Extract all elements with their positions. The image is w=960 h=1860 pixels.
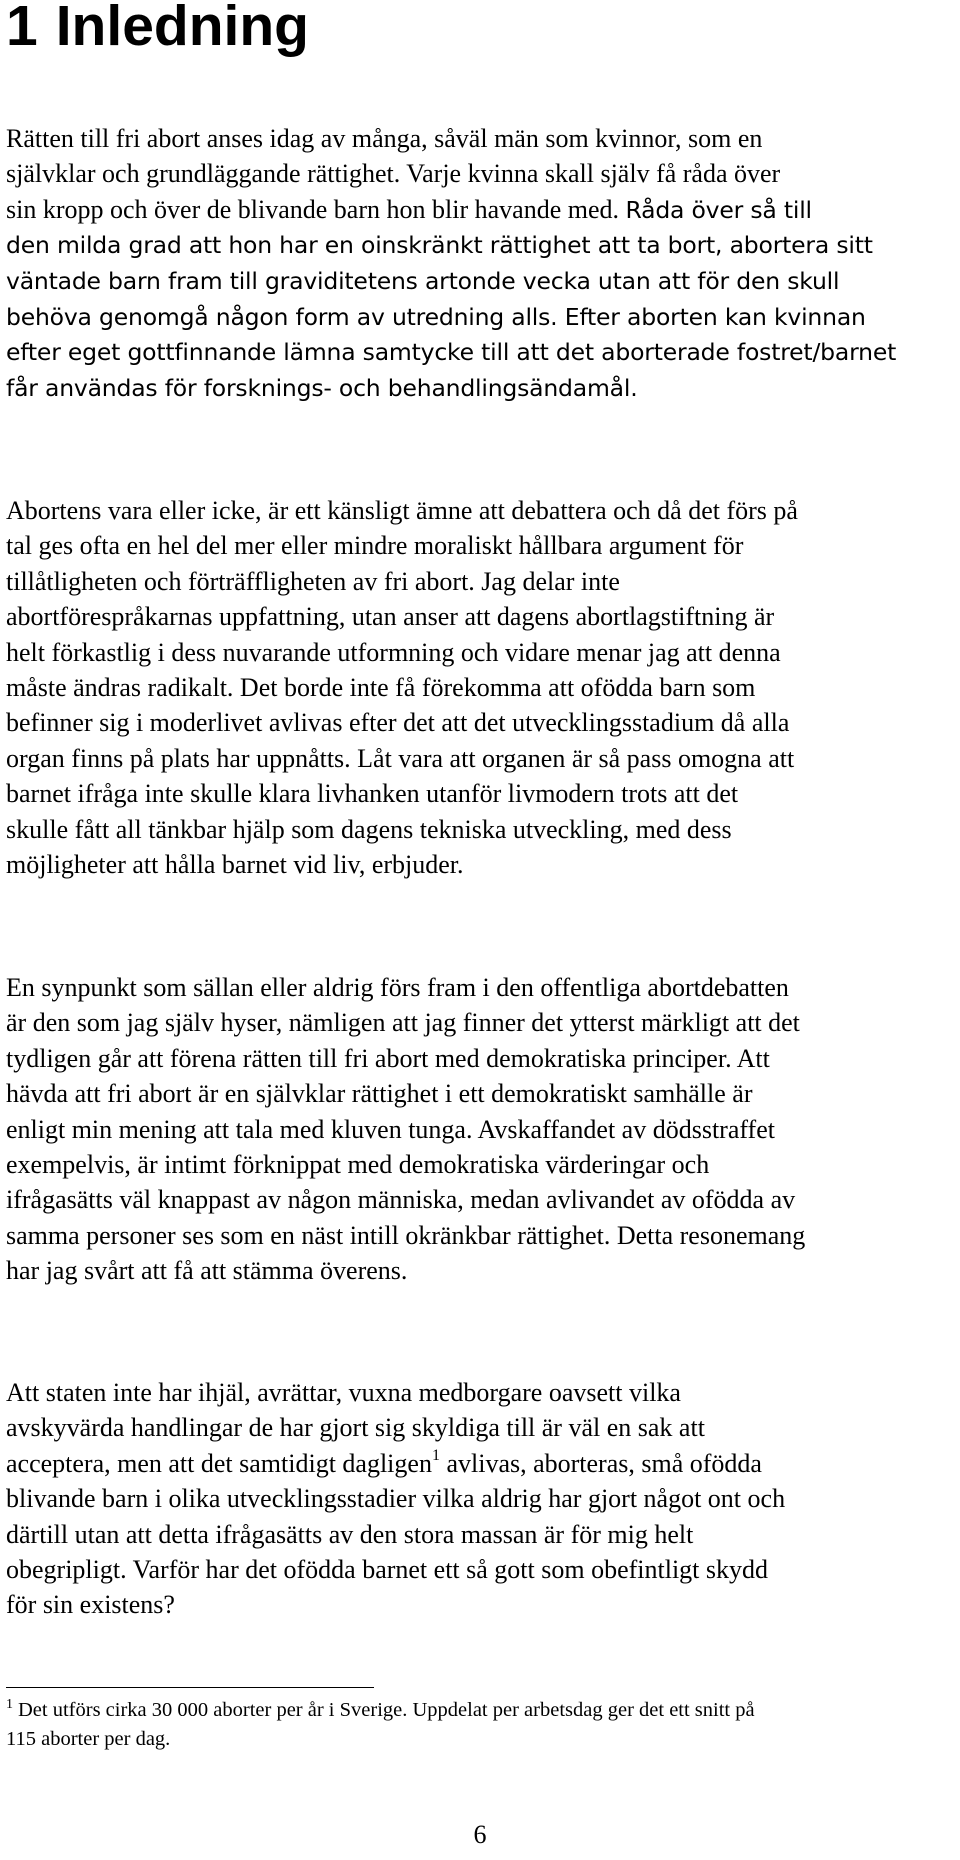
text-line: enligt min mening att tala med kluven tunga. Avskaffandet av dödsstraffet xyxy=(6,1114,775,1144)
text-line xyxy=(6,1446,956,1481)
text-line: exempelvis, är intimt förknippat med demokratiska värderingar och xyxy=(6,1150,710,1180)
paragraph-3 xyxy=(6,970,956,1289)
text-line: tydligen går att förena rätten till fri abort med demokratiska principer. Att xyxy=(6,1043,770,1073)
text-line: tillåtligheten och förträffligheten av fri abort. Jag delar inte xyxy=(6,566,620,596)
text-line: måste ändras radikalt. Det borde inte få förekomma att ofödda barn som xyxy=(6,673,756,703)
text-line: Att staten inte har ihjäl, avrättar, vuxna medborgare oavsett vilka xyxy=(6,1378,681,1407)
text-line: därtill utan att detta ifrågasätts av den stora massan är för mig helt xyxy=(6,1519,694,1549)
text-line xyxy=(6,299,956,335)
text-line: möjligheter att hålla barnet vid liv, erbjuder. xyxy=(6,850,464,880)
text-line: avskyvärda handlingar de har gjort sig skyldiga till är väl en sak att xyxy=(6,1413,705,1443)
text-line: helt förkastlig i dess nuvarande utformning och vidare menar jag att denna xyxy=(6,637,781,667)
text-segment: sin kropp och över de blivande barn hon blir havande med. xyxy=(6,194,626,224)
footnote-line: 115 aborter per dag. xyxy=(6,1728,171,1750)
text-line: hävda att fri abort är en självklar rättighet i ett demokratiskt samhälle är xyxy=(6,1079,753,1109)
section-number: 1 xyxy=(6,0,38,58)
text-line: ifrågasätts väl knappast av någon människa, medan avlivandet av ofödda av xyxy=(6,1185,796,1215)
text-line: självklar och grundläggande rättighet. Varje kvinna skall själv få råda över xyxy=(6,159,781,189)
text-line xyxy=(6,192,956,228)
page-number: 6 xyxy=(473,1820,487,1849)
text-line: blivande barn i olika utvecklingsstadier vilka aldrig har gjort något ont och xyxy=(6,1484,786,1514)
footnote xyxy=(6,1696,956,1754)
text-line: barnet ifråga inte skulle klara livhanken utanför livmodern trots att det xyxy=(6,779,739,809)
text-segment: acceptera, men att det samtidigt dagligen xyxy=(6,1448,432,1478)
footnote-text: Det utförs cirka 30 000 aborter per år i Sverige. Uppdelat per arbetsdag ger det ett snitt på xyxy=(18,1699,755,1721)
text-line: är den som jag själv hyser, nämligen att jag finner det ytterst märkligt att det xyxy=(6,1008,800,1038)
text-line: organ finns på plats har uppnåtts. Låt vara att organen är så pass omogna att xyxy=(6,743,795,773)
footnote-divider xyxy=(6,1687,374,1688)
text-line: samma personer ses som en näst intill okränkbar rättighet. Detta resonemang xyxy=(6,1220,806,1250)
paragraph-2 xyxy=(6,493,956,882)
footnote-marker: 1 xyxy=(6,1697,13,1713)
text-line: obegripligt. Varför har det ofödda barnet ett så gott som obefintligt skydd xyxy=(6,1555,769,1585)
text-line: Abortens vara eller icke, är ett känsligt ämne att debattera och då det förs på xyxy=(6,496,798,525)
text-line: efter eget gottfinnande lämna samtycke till att det aborterade fostret/barnet xyxy=(6,338,897,367)
text-line: har jag svårt att få att stämma överens. xyxy=(6,1256,408,1286)
section-title: Inledning xyxy=(55,0,310,58)
text-segment-sans: Råda över så till xyxy=(625,195,812,224)
text-line: En synpunkt som sällan eller aldrig förs fram i den offentliga abortdebatten xyxy=(6,973,789,1002)
text-segment-sans: Efter aborten kan kvinnan xyxy=(564,303,866,332)
text-line: för sin existens? xyxy=(6,1590,175,1620)
paragraph-4 xyxy=(6,1375,956,1623)
footnote-reference[interactable]: 1 xyxy=(431,1447,440,1465)
paragraph-1 xyxy=(6,121,956,406)
text-line: befinner sig i moderlivet avlivas efter det att det utvecklingsstadium då alla xyxy=(6,708,790,738)
text-line: den milda grad att hon har en oinskränkt rättighet att ta bort, abortera sitt xyxy=(6,231,873,260)
text-line: skulle fått all tänkbar hjälp som dagens tekniska utveckling, med dess xyxy=(6,814,732,844)
text-line: tal ges ofta en hel del mer eller mindre moraliskt hållbara argument för xyxy=(6,531,744,561)
section-heading xyxy=(6,0,309,58)
text-line: får användas för forsknings- och behandlingsändamål. xyxy=(6,373,638,402)
text-line: abortförespråkarnas uppfattning, utan anser att dagens abortlagstiftning är xyxy=(6,602,775,632)
text-segment-sans: behöva genomgå någon form av utredning alls. xyxy=(6,303,565,332)
text-line: Rätten till fri abort anses idag av många, såväl män som kvinnor, som en xyxy=(6,124,763,153)
text-line: väntade barn fram till graviditetens artonde vecka utan att för den skull xyxy=(6,266,840,295)
text-segment: avlivas, aborteras, små ofödda xyxy=(439,1448,762,1478)
footnote-line xyxy=(6,1696,956,1725)
